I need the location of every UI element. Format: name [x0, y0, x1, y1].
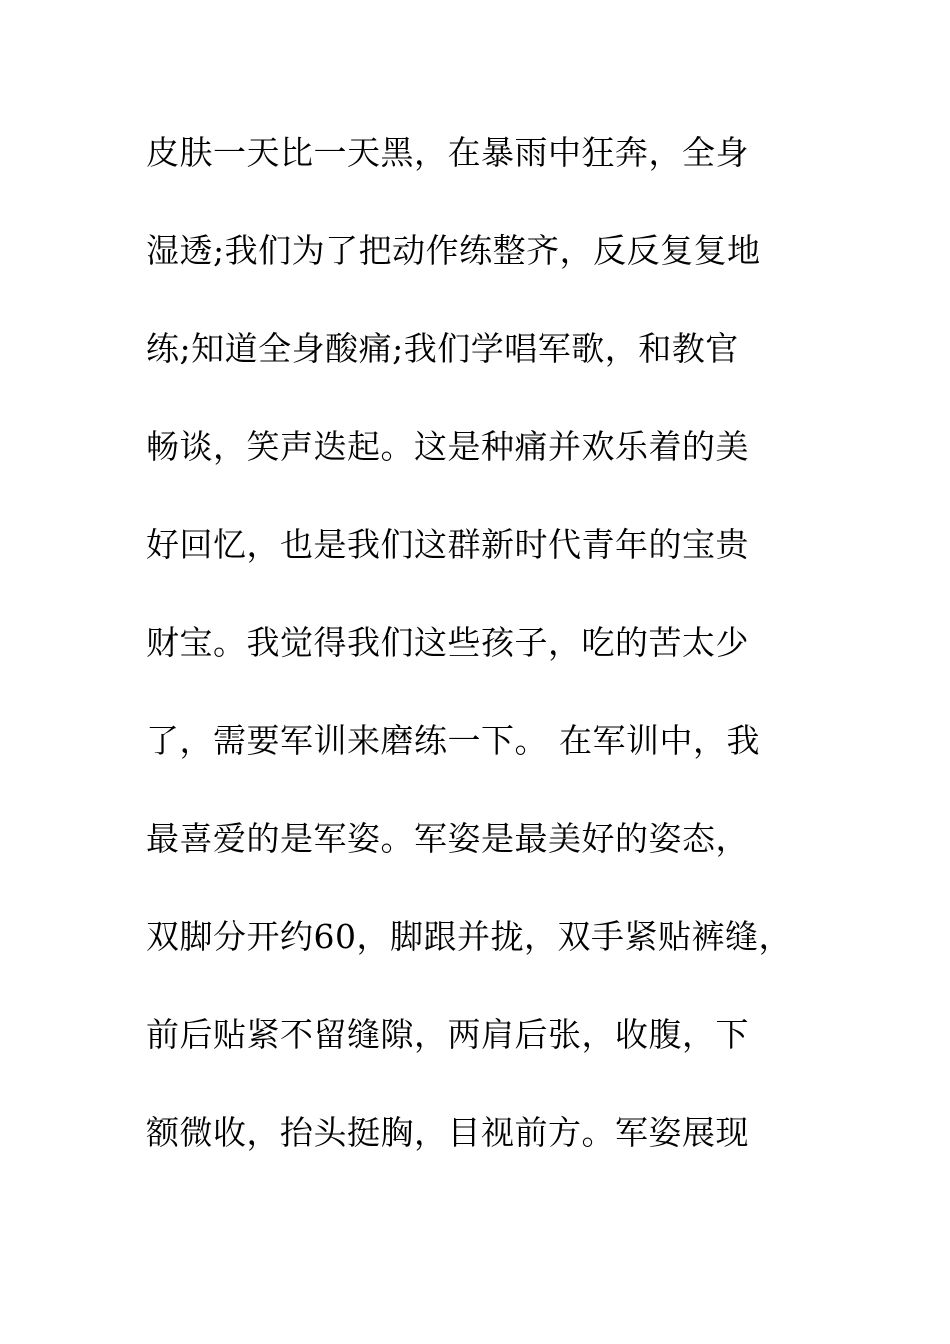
- text-line-3: 练;知道全身酸痛;我们学唱军歌，和教官: [146, 329, 739, 368]
- text-line-2: 湿透;我们为了把动作练整齐，反反复复地: [146, 231, 761, 270]
- text-line-10: 前后贴紧不留缝隙，两肩后张，收腹，下: [146, 1015, 749, 1054]
- text-line-7: 了，需要军训来磨练一下。 在军训中，我: [146, 721, 760, 760]
- body-text: [146, 128, 826, 1206]
- text-line-4: 畅谈，笑声迭起。这是种痛并欢乐着的美: [146, 427, 749, 466]
- text-line-9: 双脚分开约60，脚跟并拢，双手紧贴裤缝，: [146, 917, 792, 956]
- text-line-11: 额微收，抬头挺胸，目视前方。军姿展现: [146, 1113, 749, 1152]
- text-line-5: 好回忆，也是我们这群新时代青年的宝贵: [146, 525, 749, 564]
- text-line-8: 最喜爱的是军姿。军姿是最美好的姿态，: [146, 819, 749, 858]
- text-line-1: 皮肤一天比一天黑，在暴雨中狂奔，全身: [146, 133, 749, 172]
- text-line-6: 财宝。我觉得我们这些孩子，吃的苦太少: [146, 623, 749, 662]
